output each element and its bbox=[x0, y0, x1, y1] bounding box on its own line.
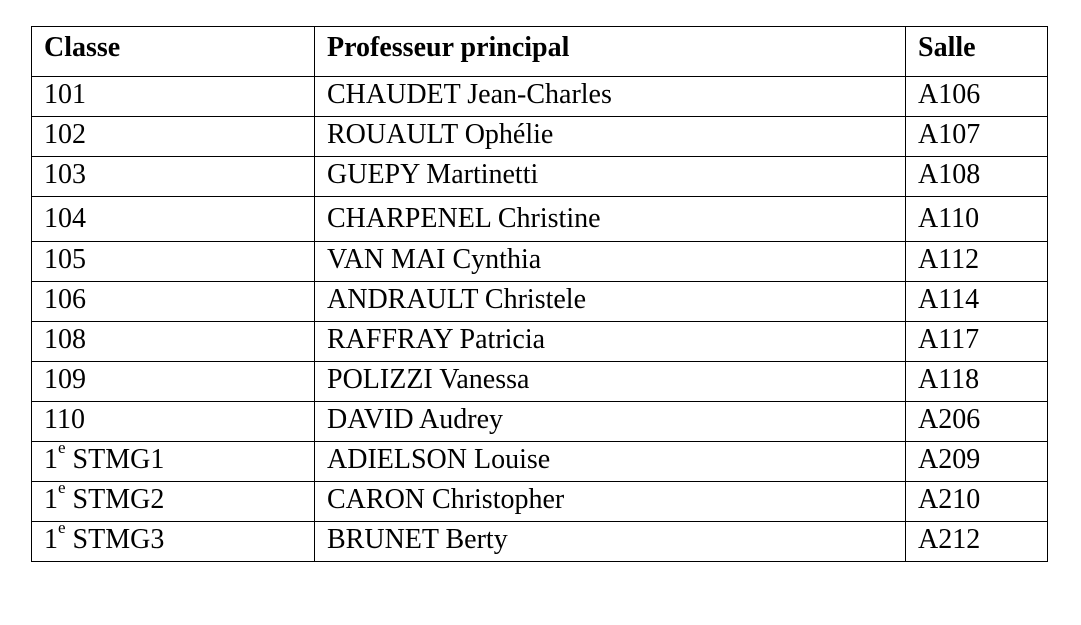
table-row bbox=[32, 282, 1048, 322]
cell-professeur: RAFFRAY Patricia bbox=[315, 322, 906, 362]
cell-salle: A118 bbox=[906, 362, 1048, 402]
cell-professeur: ROUAULT Ophélie bbox=[315, 117, 906, 157]
cell-salle: A108 bbox=[906, 157, 1048, 197]
cell-salle: A212 bbox=[906, 522, 1048, 562]
table-row bbox=[32, 402, 1048, 442]
header-salle: Salle bbox=[906, 27, 1048, 77]
cell-salle: A210 bbox=[906, 482, 1048, 522]
cell-classe: 108 bbox=[32, 322, 315, 362]
cell-professeur: CARON Christopher bbox=[315, 482, 906, 522]
cell-classe bbox=[32, 482, 315, 522]
table-row bbox=[32, 522, 1048, 562]
cell-classe: 102 bbox=[32, 117, 315, 157]
cell-classe bbox=[32, 522, 315, 562]
cell-salle: A206 bbox=[906, 402, 1048, 442]
cell-professeur: BRUNET Berty bbox=[315, 522, 906, 562]
cell-classe: 106 bbox=[32, 282, 315, 322]
classe-name: STMG2 bbox=[72, 484, 165, 515]
cell-classe bbox=[32, 442, 315, 482]
table-row bbox=[32, 482, 1048, 522]
cell-professeur: ANDRAULT Christele bbox=[315, 282, 906, 322]
cell-classe: 103 bbox=[32, 157, 315, 197]
cell-salle: A209 bbox=[906, 442, 1048, 482]
classe-ordinal: e bbox=[58, 481, 66, 497]
table-header-row bbox=[32, 27, 1048, 77]
table-row bbox=[32, 362, 1048, 402]
cell-classe: 105 bbox=[32, 242, 315, 282]
cell-salle: A114 bbox=[906, 282, 1048, 322]
table-row bbox=[32, 322, 1048, 362]
cell-classe: 101 bbox=[32, 77, 315, 117]
cell-classe: 104 bbox=[32, 197, 315, 242]
cell-salle: A117 bbox=[906, 322, 1048, 362]
cell-classe: 110 bbox=[32, 402, 315, 442]
cell-professeur: GUEPY Martinetti bbox=[315, 157, 906, 197]
cell-professeur: VAN MAI Cynthia bbox=[315, 242, 906, 282]
cell-professeur: DAVID Audrey bbox=[315, 402, 906, 442]
cell-salle: A112 bbox=[906, 242, 1048, 282]
classe-name: STMG1 bbox=[72, 444, 165, 475]
header-professeur: Professeur principal bbox=[315, 27, 906, 77]
cell-professeur: POLIZZI Vanessa bbox=[315, 362, 906, 402]
table-row bbox=[32, 77, 1048, 117]
table-row bbox=[32, 242, 1048, 282]
cell-professeur: CHARPENEL Christine bbox=[315, 197, 906, 242]
classe-number: 1 bbox=[44, 444, 58, 475]
cell-professeur: ADIELSON Louise bbox=[315, 442, 906, 482]
classe-number: 1 bbox=[44, 484, 58, 515]
classe-name: STMG3 bbox=[72, 524, 165, 555]
cell-salle: A106 bbox=[906, 77, 1048, 117]
classe-number: 1 bbox=[44, 524, 58, 555]
cell-classe: 109 bbox=[32, 362, 315, 402]
table-row bbox=[32, 442, 1048, 482]
classe-ordinal: e bbox=[58, 441, 66, 457]
table-row bbox=[32, 117, 1048, 157]
cell-professeur: CHAUDET Jean-Charles bbox=[315, 77, 906, 117]
header-classe: Classe bbox=[32, 27, 315, 77]
cell-salle: A107 bbox=[906, 117, 1048, 157]
table-row bbox=[32, 157, 1048, 197]
class-table bbox=[31, 26, 1048, 562]
cell-salle: A110 bbox=[906, 197, 1048, 242]
classe-ordinal: e bbox=[58, 521, 66, 537]
table-row bbox=[32, 197, 1048, 242]
